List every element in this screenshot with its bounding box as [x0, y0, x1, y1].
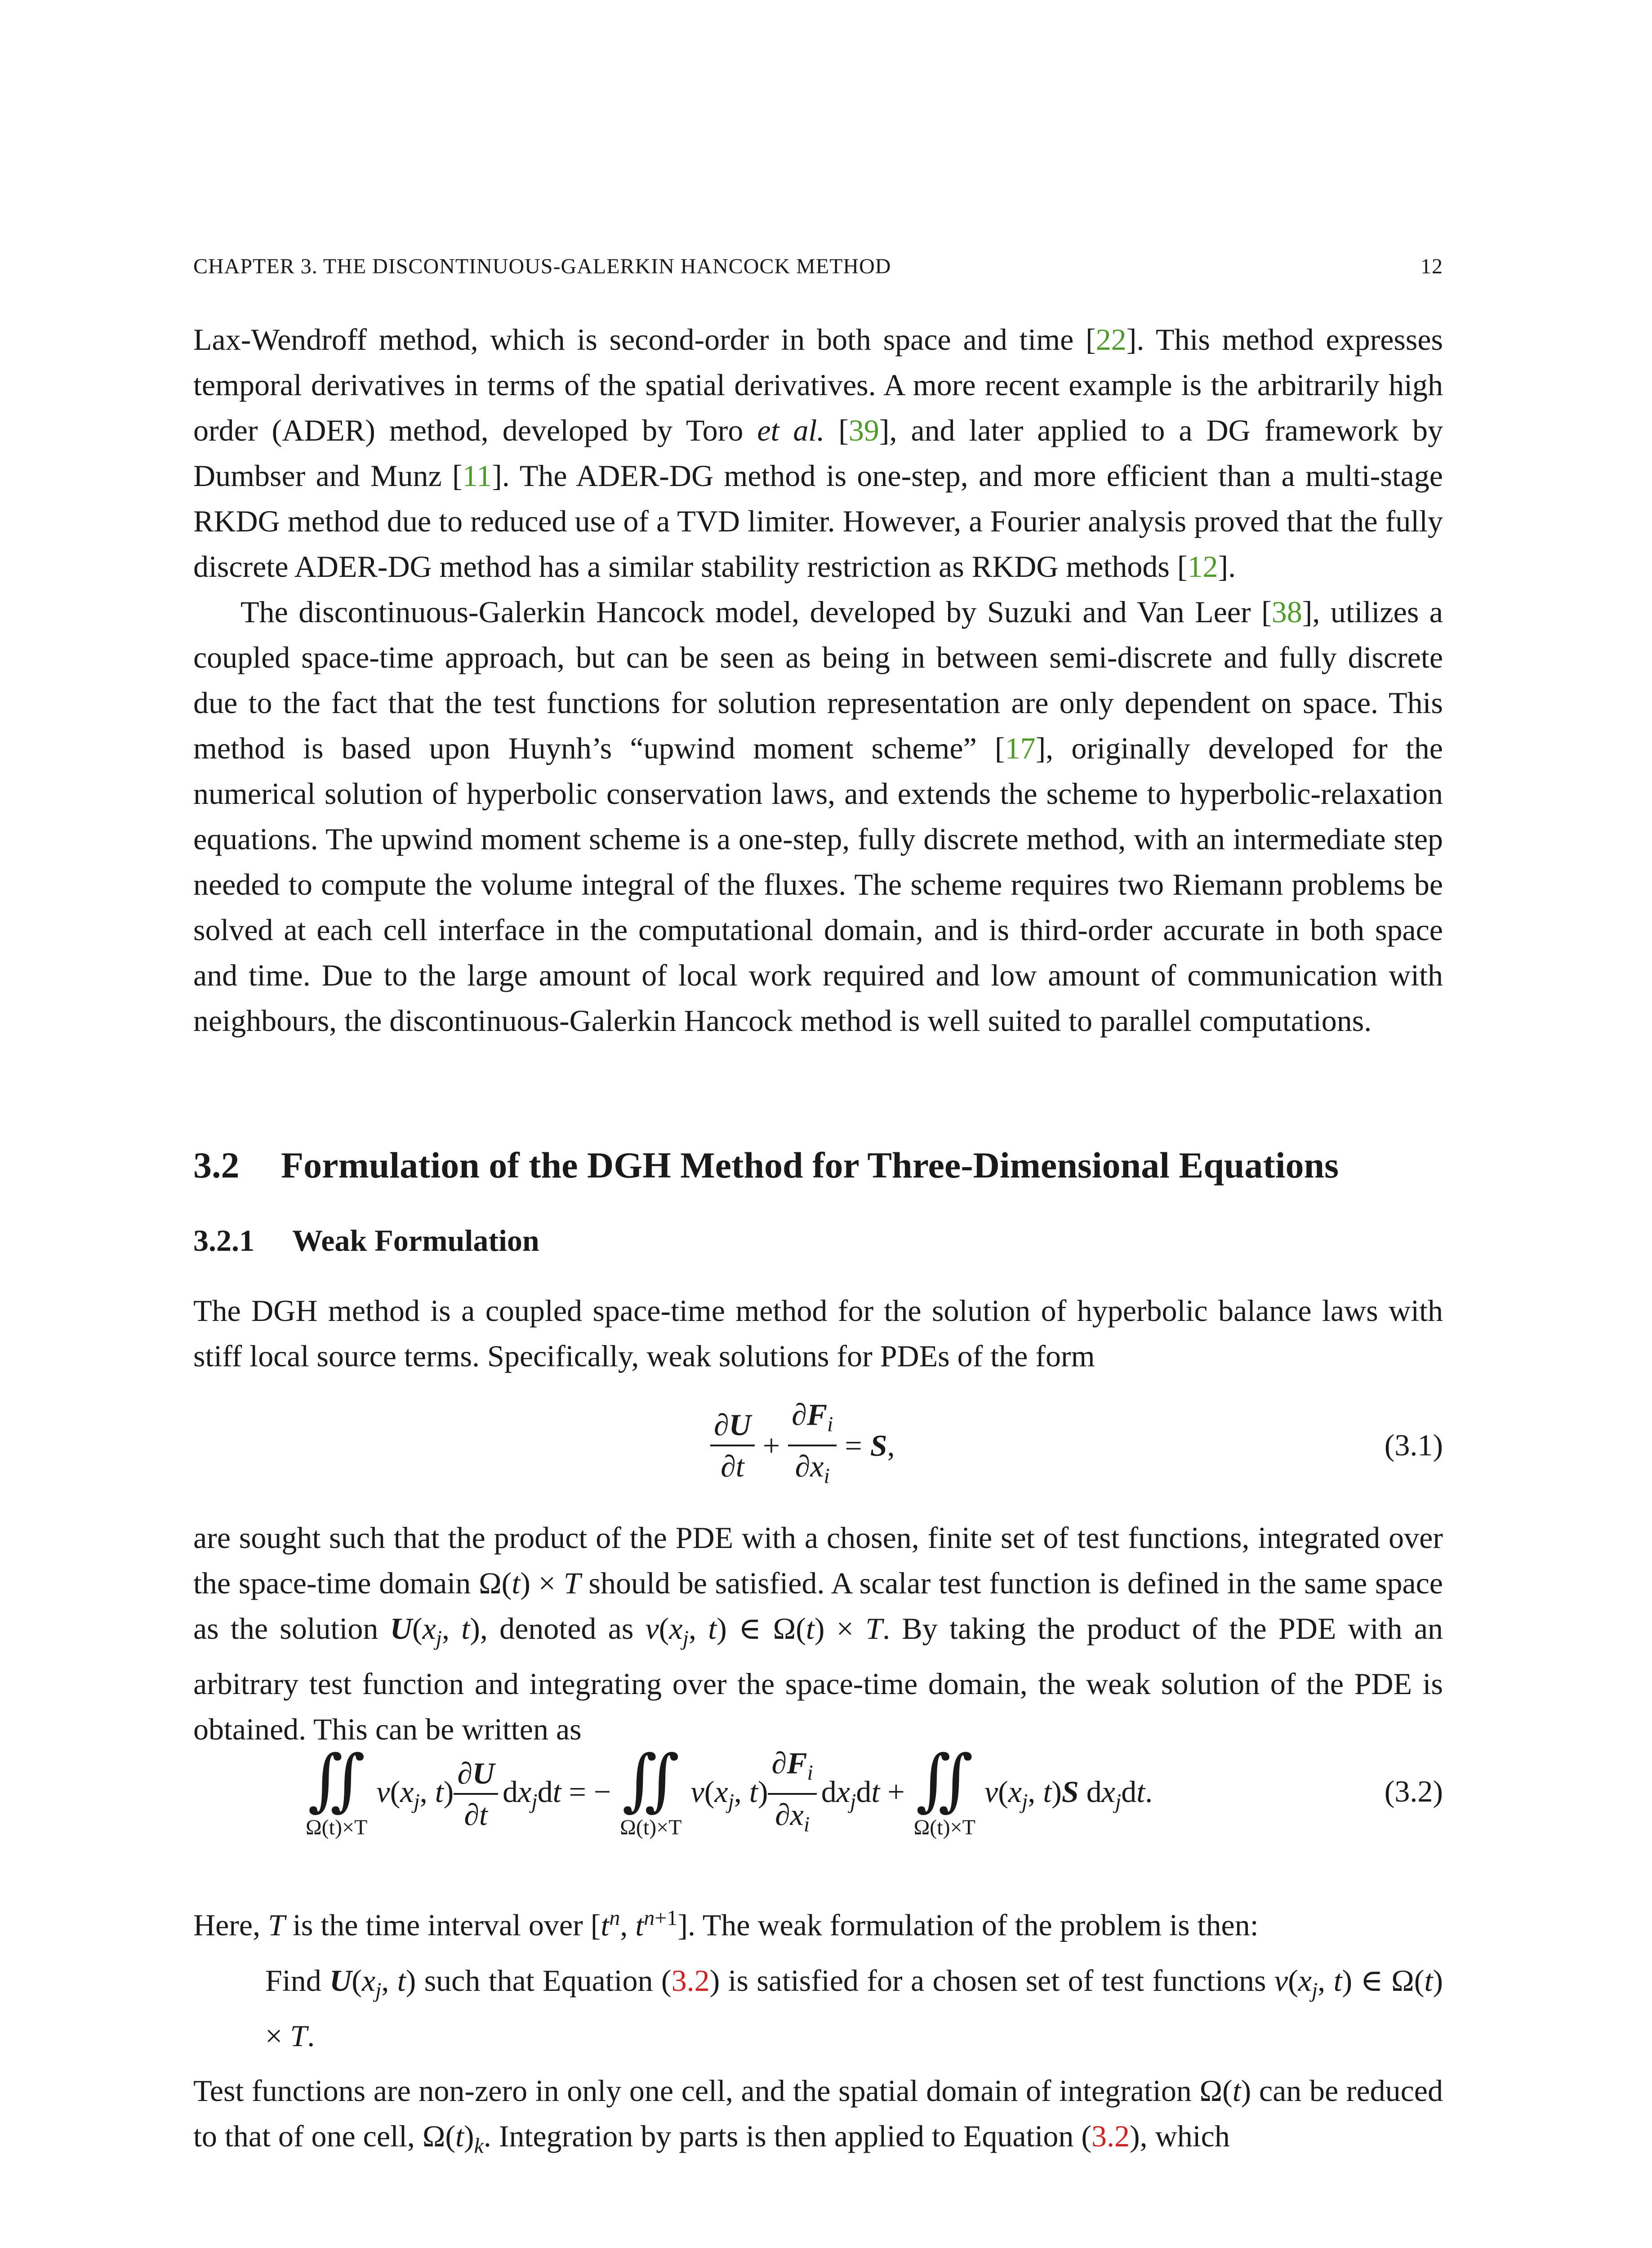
integration-domain: Ω(t)×T: [913, 1815, 975, 1839]
equation-number: (3.1): [1384, 1428, 1443, 1462]
weak-formulation-statement: Find $U(x_j$, t) such that Equation (3.2) is satisfied for a chosen set of test functions $\nu(x_j$, t) ∈ Ω(t) × T.: [265, 1963, 1443, 2053]
citation[interactable]: 17: [1005, 731, 1036, 765]
paragraph-1: Lax-Wendroff method, which is second-order in both space and time [22]. This method expresses temporal derivatives in terms of the spatial derivatives. A more recent example is the arbitrarily high order (ADER) method, developed by Toro et al. [39], and later applied to a DG framework by Dumbser and Munz [11]. The ADER-DG method is one-step, and more efficient than a multi-stage RKDG method due to reduced use of a TVD limiter. However, a Fourier analysis proved that the fully discrete ADER-DG method has a similar stability restriction as RKDG methods [12]. The discontinuous-Galerkin Hancock model, developed by Suzuki and Van Leer [38], utilizes a coupled space-time approach, but can be seen as being in between semi-discrete and fully discrete due to the fact that the test functions for solution representation are only dependent on space. This method is based upon Huynh’s “upwind moment scheme” [17], originally developed for the numerical solution of hyperbolic conservation laws, and extends the scheme to hyperbolic-relaxation equations. The upwind moment scheme is a one-step, fully discrete method, with an intermediate step needed to compute the volume integral of the fluxes. The scheme requires two Riemann problems be solved at each cell interface in the computational domain, and is third-order accurate in both space and time. Due to the large amount of local work required and low amount of communication with neighbours, the discontinuous-Galerkin Hancock method is well suited to parallel computations.: [193, 317, 1443, 1044]
equation-number: (3.2): [1384, 1774, 1443, 1808]
equation-reference[interactable]: 3.2: [671, 1963, 710, 1998]
integration-domain: Ω(t)×T: [620, 1815, 682, 1839]
page-number: 12: [1420, 254, 1443, 278]
citation[interactable]: 38: [1271, 595, 1302, 629]
citation[interactable]: 22: [1095, 322, 1127, 357]
paragraph-5: Here, T is the time interval over [$t^n$, $t^{n+1}$]. The weak formulation of the problem is then:: [193, 1906, 1259, 1942]
chapter-heading: CHAPTER 3. THE DISCONTINUOUS-GALERKIN HANCOCK METHOD: [193, 254, 891, 278]
paragraph-4: are sought such that the product of the PDE with a chosen, finite set of test functions, integrated over the space-time domain Ω(t) × T should be satisfied. A scalar test function is defined in the same space as the solution $U(x_j$, t), denoted as $\nu(x_j$, t) ∈ Ω(t) × T. By taking the product of the PDE with an arbitrary test function and integrating over the space-time domain, the weak solution of the PDE is obtained. This can be written as: [193, 1521, 1443, 1746]
citation[interactable]: 39: [848, 413, 879, 447]
section-heading: 3.2 Formulation of the DGH Method for Three-Dimensional Equations: [193, 1145, 1339, 1186]
citation[interactable]: 11: [462, 459, 492, 493]
paragraph-2: The discontinuous-Galerkin Hancock model, developed by Suzuki and Van Leer [38], utilizes a coupled space-time approach, but can be seen as being in between semi-discrete and fully discrete due to the fact that the test functions for solution representation are only dependent on space. This method is based upon Huynh’s “upwind moment scheme” [17], originally developed for the numerical solution of hyperbolic conservation laws, and extends the scheme to hyperbolic-relaxation equations. The upwind moment scheme is a one-step, fully discrete method, with an intermediate step needed to compute the volume integral of the fluxes. The scheme requires two Riemann problems be solved at each cell interface in the computational domain, and is third-order accurate in both space and time. Due to the large amount of local work required and low amount of communication with neighbours, the discontinuous-Galerkin Hancock method is well suited to parallel computations.: [193, 595, 1443, 1038]
running-head: [193, 254, 1443, 279]
paragraph-6: Test functions are non-zero in only one cell, and the spatial domain of integration Ω(t) can be reduced to that of one cell, $\Omega(t)_k$. Integration by parts is then applied to Equation (3.2), which: [193, 2074, 1443, 2158]
subsection-heading: 3.2.1 Weak Formulation: [193, 1223, 539, 1258]
citation[interactable]: 12: [1187, 549, 1218, 584]
equation-3-1: $\frac{\partial U}{\partial t}$ + $\frac{\partial F_i}{\partial x_i}$ = S , (3.1): [193, 1403, 1443, 1493]
equation-3-2: ∬ Ω(t)×T $\nu(x_j$, t) $\frac{\partial U}{\partial t}$ $dx_jdt$ = − ∬ Ω(t)×T $\nu(x_j$, t) $\frac{\partial F_i}{\partial x_i}$ $dx_jdt$ + ∬ Ω(t)×T $\nu(x_j$, t)S $dx_jdt$. (3.2): [193, 1740, 1443, 1875]
equation-reference[interactable]: 3.2: [1091, 2119, 1130, 2153]
integration-domain: Ω(t)×T: [306, 1815, 368, 1839]
paragraph-3: The DGH method is a coupled space-time method for the solution of hyperbolic balance laws with stiff local source terms. Specifically, weak solutions for PDEs of the form: [193, 1293, 1443, 1373]
